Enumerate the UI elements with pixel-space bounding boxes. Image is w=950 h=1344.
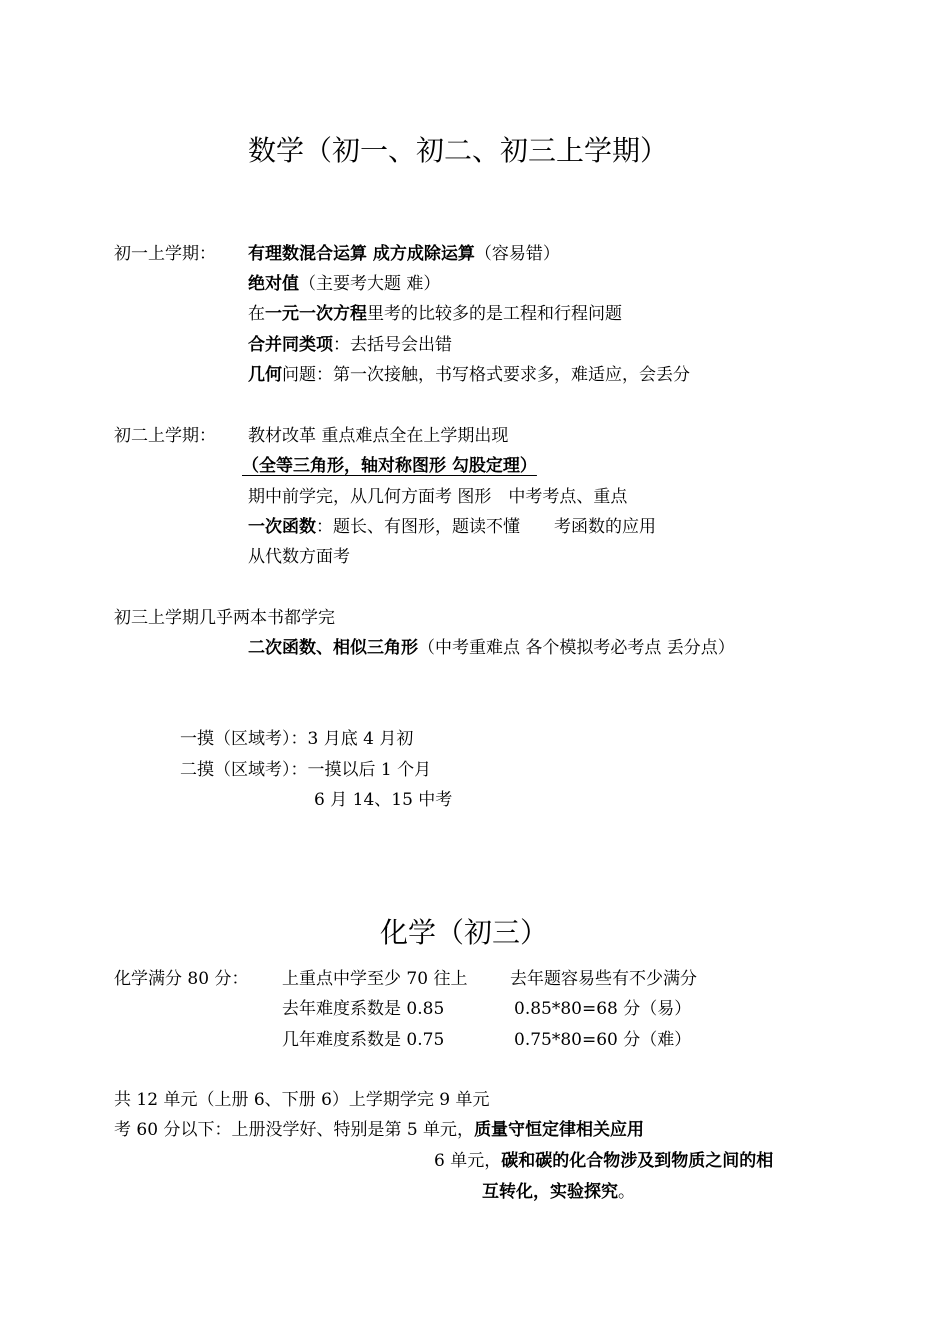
grade7-l5-note: 问题：第一次接触，书写格式要求多，难适应，会丢分	[282, 365, 690, 385]
chem-below60	[114, 1118, 644, 1142]
grade7-line-1	[248, 242, 560, 266]
chem-row3-left: 几年难度系数是 0.75	[282, 1030, 445, 1050]
grade8-l4-note: ：题长、有图形，题读不懂 考函数的应用	[316, 517, 656, 537]
grade7-l2-note: （主要考大题 难）	[299, 274, 441, 294]
exam-line-3: 6 月 14、15 中考	[314, 790, 453, 810]
grade8-line-5: 从代数方面考	[248, 547, 350, 567]
chem-title: 化学（初三）	[380, 916, 549, 949]
grade7-l4-bold: 合并同类项	[248, 335, 333, 355]
chem-unit6-label: 6 单元，	[434, 1151, 502, 1171]
grade7-line-2	[248, 272, 440, 296]
grade7-l1-bold: 有理数混合运算 成方成除运算	[248, 244, 475, 264]
chem-score-label: 化学满分 80 分：	[114, 969, 249, 989]
exam-line-1: 一摸（区域考）：3 月底 4 月初	[180, 729, 414, 749]
grade7-l3-pre: 在	[248, 304, 265, 324]
grade8-label: 初二上学期：	[114, 426, 216, 446]
grade7-l3-bold: 一元一次方程	[265, 304, 367, 324]
chem-unit6-bold-2: 互转化，实验探究	[482, 1182, 618, 1202]
grade8-line-4	[248, 515, 656, 539]
grade7-l3-post: 里考的比较多的是工程和行程问题	[367, 304, 622, 324]
grade7-l4-note: ：去括号会出错	[333, 335, 452, 355]
grade7-line-3	[248, 302, 622, 326]
chem-below60-text: 考 60 分以下：上册没学好、特别是第 5 单元，	[114, 1120, 475, 1140]
grade7-l5-bold: 几何	[248, 365, 282, 385]
grade8-line-3: 期中前学完，从几何方面考 图形 中考考点、重点	[248, 487, 628, 507]
grade7-l1-note: （容易错）	[474, 244, 560, 264]
chem-below60-bold: 质量守恒定律相关应用	[474, 1120, 645, 1140]
chem-row2-left: 去年难度系数是 0.85	[282, 999, 445, 1019]
grade9-l2-bold: 二次函数、相似三角形	[248, 638, 418, 658]
math-title: 数学（初一、初二、初三上学期）	[248, 134, 669, 167]
chem-row3-right: 0.75*80=60 分（难）	[514, 1030, 692, 1050]
chem-unit6-line2	[482, 1180, 635, 1204]
chem-unit6-line1	[434, 1149, 773, 1173]
grade9-line-1: 初三上学期几乎两本书都学完	[114, 608, 335, 628]
chem-row2-right: 0.85*80=68 分（易）	[514, 999, 692, 1019]
grade7-line-5	[248, 363, 690, 387]
exam-line-2: 二摸（区域考）：一摸以后 1 个月	[180, 760, 432, 780]
grade9-line-2	[248, 636, 735, 660]
grade9-l2-note: （中考重难点 各个模拟考必考点 丢分点）	[418, 638, 735, 658]
chem-units: 共 12 单元（上册 6、下册 6）上学期学完 9 单元	[114, 1090, 490, 1110]
chem-unit6-bold: 碳和碳的化合物涉及到物质之间的相	[501, 1151, 774, 1171]
grade7-l2-bold: 绝对值	[248, 274, 299, 294]
chem-row1-right: 去年题容易些有不少满分	[510, 969, 697, 989]
grade8-line-2: （全等三角形，轴对称图形 勾股定理）	[242, 456, 537, 476]
chem-unit6-period: 。	[618, 1182, 635, 1202]
grade7-line-4	[248, 333, 452, 357]
grade8-l4-bold: 一次函数	[248, 517, 316, 537]
chem-row1-left: 上重点中学至少 70 往上	[282, 969, 468, 989]
grade7-label: 初一上学期：	[114, 244, 216, 264]
grade8-line-1: 教材改革 重点难点全在上学期出现	[248, 426, 509, 446]
